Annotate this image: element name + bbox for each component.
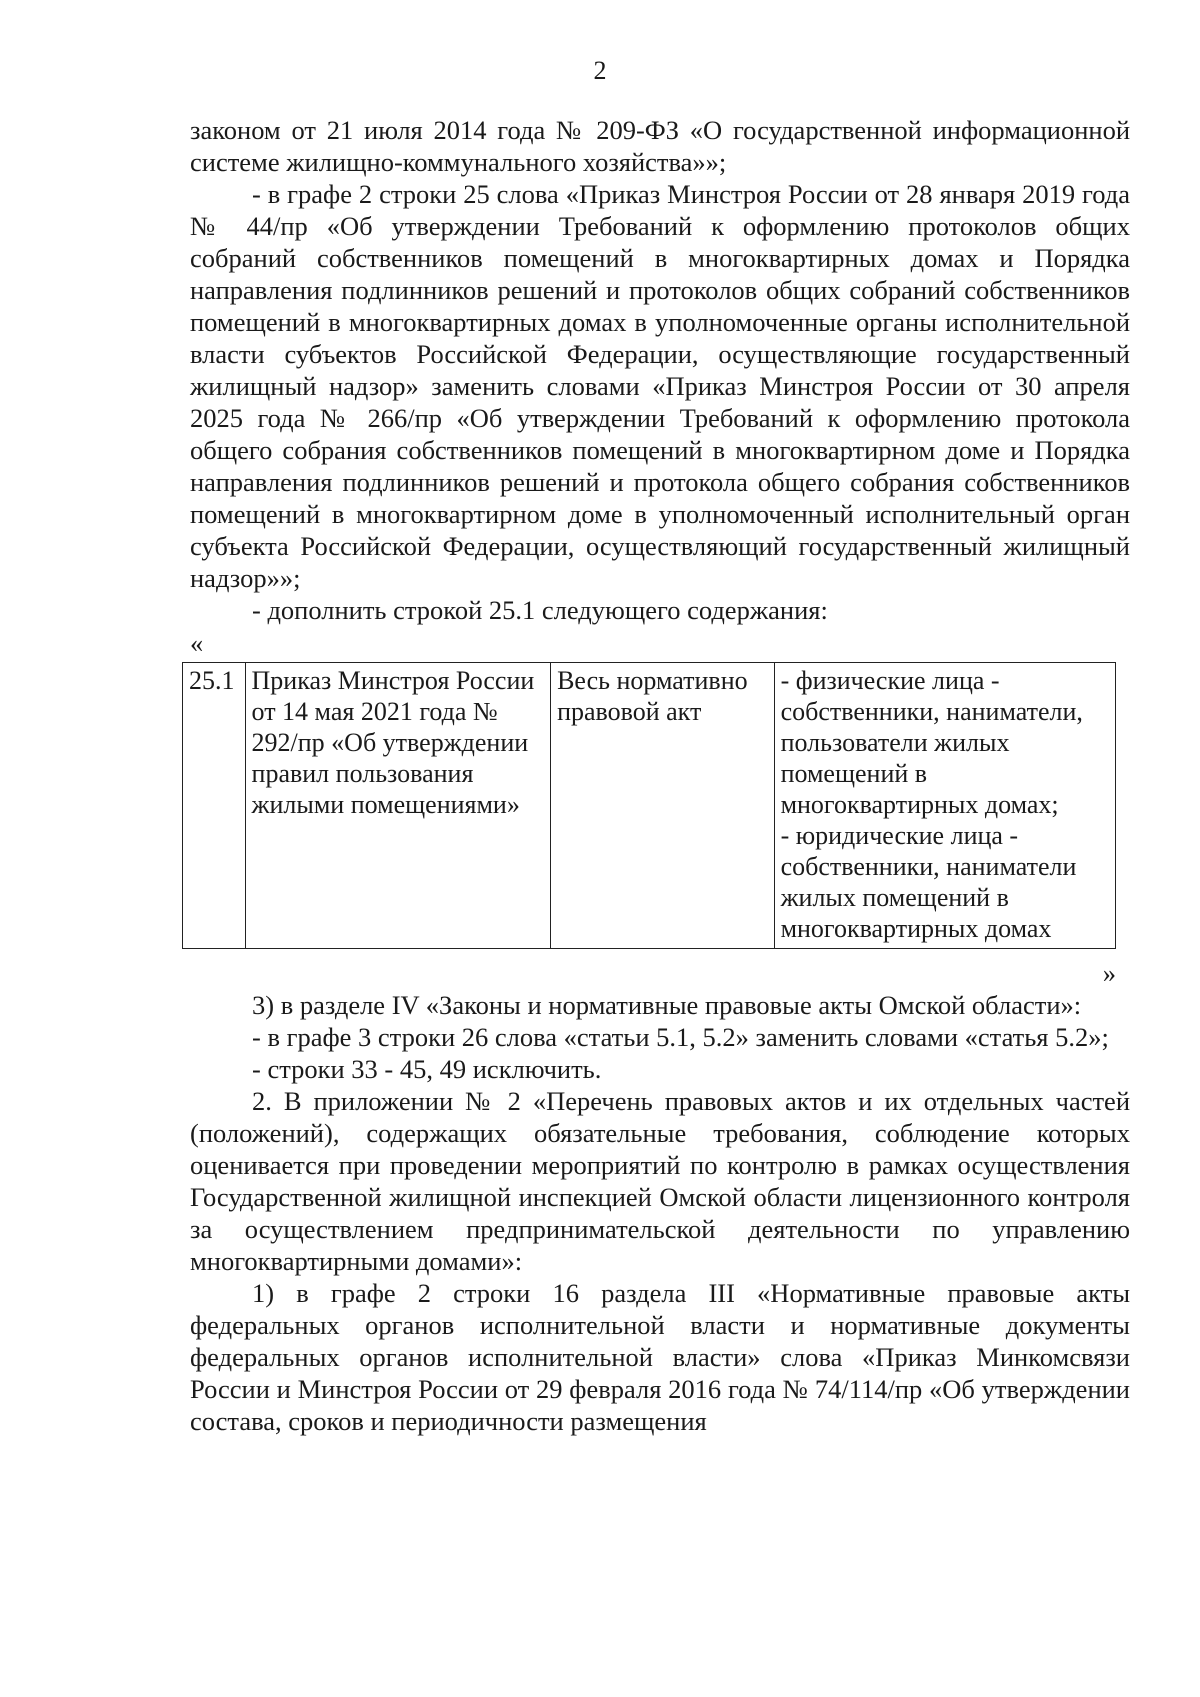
subject-item: - юридические лица - собственники, наниматели жилых помещений в многоквартирных домах	[780, 821, 1077, 943]
document-body	[190, 114, 1130, 1437]
table-close-quote: »	[1102, 958, 1116, 988]
table-row	[183, 663, 1116, 949]
row-number-cell: 25.1	[183, 663, 246, 949]
table-open-quote: «	[190, 628, 204, 658]
act-cell: Приказ Минстроя России от 14 мая 2021 года № 292/пр «Об утверждении правил пользования жилыми помещениями»	[245, 663, 551, 949]
paragraph-6: - строки 33 - 45, 49 исключить.	[252, 1054, 602, 1084]
inserted-row-table	[182, 662, 1116, 949]
subjects-cell	[774, 663, 1115, 949]
subject-item: - физические лица - собственники, наниматели, пользователи жилых помещений в многоквартирных домах;	[780, 666, 1083, 819]
paragraph-5: - в графе 3 строки 26 слова «статьи 5.1, 5.2» заменить словами «статья 5.2»;	[252, 1022, 1109, 1052]
paragraph-7: 2. В приложении № 2 «Перечень правовых актов и их отдельных частей (положений), содержащих обязательные требования, соблюдение которых оценивается при проведении мероприятий по контролю в рамках осуществления Государственной жилищной инспекцией Омской области лицензионного контроля за осуществлением предпринимательской деятельности по управлению многоквартирными домами»:	[190, 1086, 1130, 1276]
paragraph-4: 3) в разделе IV «Законы и нормативные правовые акты Омской области»:	[252, 990, 1082, 1020]
paragraph-2: - в графе 2 строки 25 слова «Приказ Минстроя России от 28 января 2019 года № 44/пр «Об утверждении Требований к оформлению протоколов общих собраний собственников помещений в многоквартирных домах и Порядка направления подлинников решений и протоколов общих собраний собственников помещений в многоквартирных домах в уполномоченные органы исполнительной власти субъектов Российской Федерации, осуществляющие государственный жилищный надзор» заменить словами «Приказ Минстроя России от 30 апреля 2025 года № 266/пр «Об утверждении Требований к оформлению протокола общего собрания собственников помещений в многоквартирном доме и Порядка направления подлинников решений и протокола общего собрания собственников помещений в многоквартирном доме в уполномоченный исполнительный орган субъекта Российской Федерации, осуществляющий государственный жилищный надзор»»;	[190, 179, 1130, 593]
page-number: 2	[593, 56, 607, 85]
paragraph-8: 1) в графе 2 строки 16 раздела III «Нормативные правовые акты федеральных органов исполнительной власти и нормативные документы федеральных органов исполнительной власти» слова «Приказ Минкомсвязи России и Минстроя России от 29 февраля 2016 года № 74/114/пр «Об утверждении состава, сроков и периодичности размещения	[190, 1278, 1130, 1436]
scope-cell: Весь нормативно правовой акт	[551, 663, 775, 949]
paragraph-1: законом от 21 июля 2014 года № 209-ФЗ «О государственной информационной системе жилищно-коммунального хозяйства»»;	[190, 115, 1130, 177]
paragraph-3: - дополнить строкой 25.1 следующего содержания:	[252, 595, 828, 625]
